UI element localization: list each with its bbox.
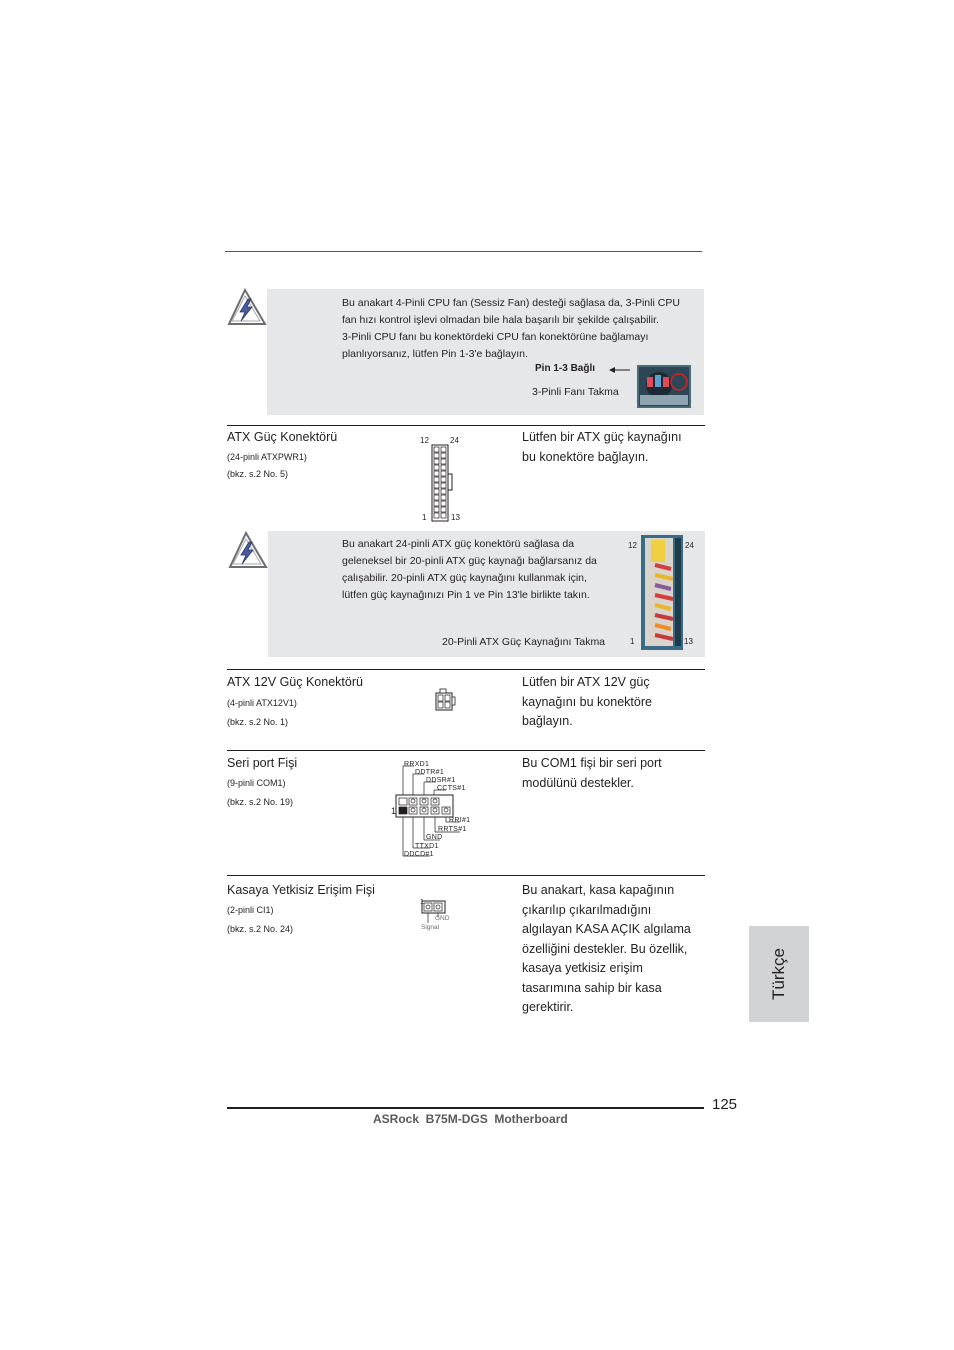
arrow-left-icon	[609, 366, 631, 374]
serial-sub: (9-pinli COM1)	[227, 778, 286, 788]
pin-rrts1: RRTS#1	[438, 826, 467, 833]
atx-power-title: ATX Güç Konektörü	[227, 430, 338, 444]
atx12v-sub: (4-pinli ATX12V1)	[227, 698, 297, 708]
pin-gnd: GND	[426, 834, 443, 841]
fan-connector-photo	[637, 365, 691, 408]
cpu-fan-caption: 3-Pinli Fanı Takma	[532, 386, 619, 398]
chassis-sub: (2-pinli CI1)	[227, 905, 274, 915]
section-rule	[227, 750, 705, 751]
serial-desc: Bu COM1 fişi bir seri port modülünü destekler.	[522, 756, 662, 790]
section-rule	[227, 425, 705, 426]
atx-power-sub: (24-pinli ATXPWR1)	[227, 452, 307, 462]
serial-title: Seri port Fişi	[227, 756, 298, 770]
pin-label-24: 24	[685, 541, 694, 550]
pin-rri1: RRI#1	[449, 817, 471, 824]
pin-ddsr1: DDSR#1	[426, 777, 456, 784]
header-rule	[225, 251, 702, 252]
warning-icon	[226, 287, 268, 327]
serial-ref: (bkz. s.2 No. 19)	[227, 797, 294, 807]
footer-rule	[227, 1107, 704, 1109]
pin-ttxd1: TTXD1	[415, 843, 439, 850]
language-tab	[749, 926, 809, 1022]
pin-label-12: 12	[420, 436, 429, 445]
cpu-fan-note-text: Bu anakart 4-Pinli CPU fan (Sessiz Fan) desteği sağlasa da, 3-Pinli CPU fan hızı kontrol işlevi olmadan bile hala başarılı bir şekilde çalışabilir. 3-Pinli CPU fanı bu konektördeki CPU fan konektörüne bağlamayı planlıyorsanız, lütfen Pin 1-3'e bağlayın.	[342, 297, 680, 360]
ci1-signal-label: Signal	[421, 924, 440, 931]
pin-rrxd1: RRXD1	[404, 761, 430, 768]
atx-note-caption: 20-Pinli ATX Güç Kaynağını Takma	[442, 636, 606, 648]
pin-connected-label: Pin 1-3 Bağlı	[535, 363, 596, 374]
pin-label-13: 13	[451, 513, 460, 522]
pin-1-label: 1	[391, 806, 397, 816]
ci1-gnd-label: GND	[435, 915, 450, 922]
page-number: 125	[712, 1096, 738, 1113]
atx-20pin-photo	[641, 535, 683, 650]
atx12v-desc: Lütfen bir ATX 12V güç kaynağını bu konektöre bağlayın.	[522, 675, 652, 728]
pin-ddtr1: DDTR#1	[415, 769, 445, 776]
ci1-pin1-label: 1	[420, 899, 424, 906]
pin-label-13: 13	[684, 637, 693, 646]
atx12v-connector-diagram	[434, 688, 456, 712]
chassis-title: Kasaya Yetkisiz Erişim Fişi	[227, 883, 375, 897]
section-rule	[227, 875, 705, 876]
pin-ddcd1: DDCD#1	[404, 851, 434, 858]
warning-icon	[227, 530, 269, 570]
atx12v-ref: (bkz. s.2 No. 1)	[227, 717, 289, 727]
atx24-connector-diagram	[431, 444, 453, 522]
pin-label-24: 24	[450, 436, 459, 445]
atx12v-title: ATX 12V Güç Konektörü	[227, 675, 363, 689]
language-tab-label: Türkçe	[769, 948, 788, 1000]
pin-label-12: 12	[628, 541, 637, 550]
section-rule	[227, 669, 705, 670]
pin-label-1: 1	[422, 513, 427, 522]
pin-label-1: 1	[630, 637, 635, 646]
chassis-desc: Bu anakart, kasa kapağının çıkarılıp çıkarılmadığını algılayan KASA AÇIK algılama özelliğini destekler. Bu özellik, kasaya yetkisiz erişim tasarımına sahip bir kasa gerektirir.	[522, 883, 691, 1014]
footer-product: ASRock B75M-DGS Motherboard	[373, 1112, 568, 1126]
chassis-ref: (bkz. s.2 No. 24)	[227, 924, 294, 934]
atx-power-desc: Lütfen bir ATX güç kaynağını bu konektöre bağlayın.	[522, 430, 682, 464]
pin-ccts1: CCTS#1	[437, 785, 466, 792]
atx-power-ref: (bkz. s.2 No. 5)	[227, 469, 289, 479]
atx-note-text: Bu anakart 24-pinli ATX güç konektörü sağlasa da geleneksel bir 20-pinli ATX güç kaynağı bağlarsanız da çalışabilir. 20-pinli ATX güç kaynağını kullanmak için, lütfen güç kaynağınızı Pin 1 ve Pin 13'le birlikte takın.	[342, 538, 597, 601]
